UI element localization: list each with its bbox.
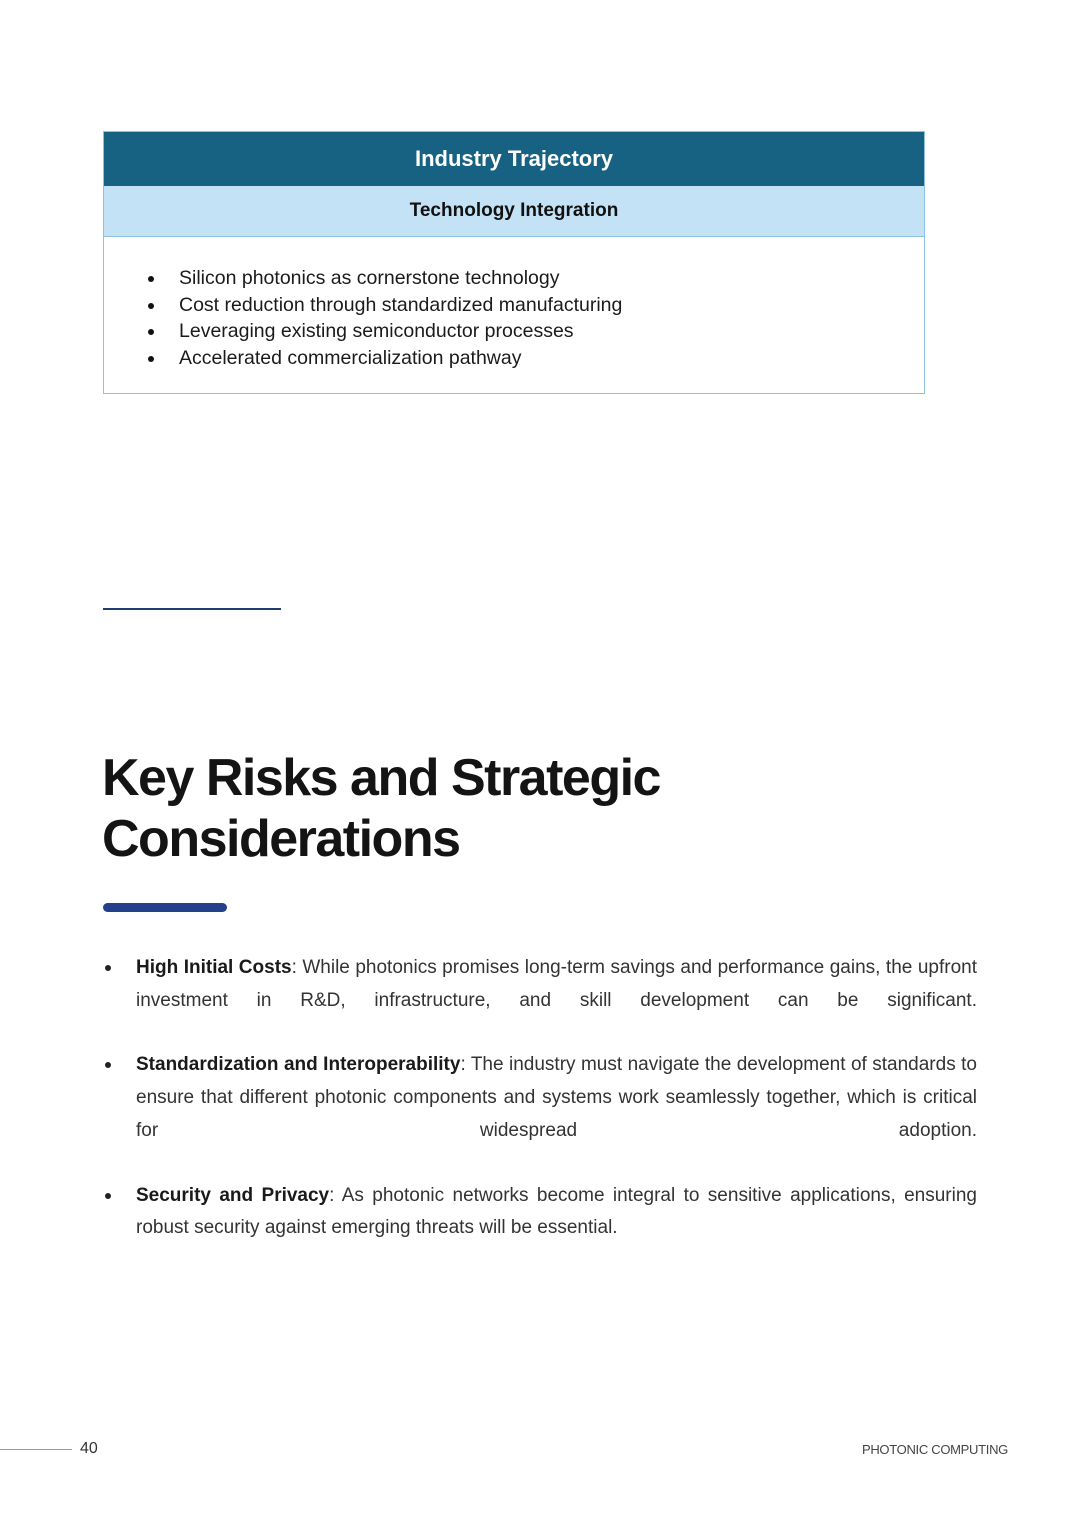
list-item: Cost reduction through standardized manufacturing xyxy=(179,292,924,319)
industry-trajectory-box xyxy=(103,131,925,394)
risk-term: Security and Privacy xyxy=(136,1184,330,1206)
list-item: Leveraging existing semiconductor processes xyxy=(179,318,924,345)
risk-description: : While photonics promises long-term savings and performance gains, the upfront investment in R&D, infrastructure, and skill development can be significant. xyxy=(136,957,977,1011)
risk-description: : The industry must navigate the development of standards to ensure that different photonic components and systems work seamlessly together, which is critical for widespread adoption. xyxy=(136,1054,977,1141)
risk-item-standardization xyxy=(136,1049,977,1147)
section-title-line-1: Key Risks and Strategic xyxy=(102,749,660,807)
title-underline xyxy=(103,903,227,912)
running-head: PHOTONIC COMPUTING xyxy=(861,1442,1008,1457)
section-title xyxy=(102,748,862,870)
section-divider xyxy=(103,608,281,610)
industry-box-subtitle: Technology Integration xyxy=(104,186,924,237)
page-number: 40 xyxy=(80,1440,98,1457)
risk-list xyxy=(136,952,977,1277)
list-item: Accelerated commercialization pathway xyxy=(179,345,924,372)
industry-box-title: Industry Trajectory xyxy=(104,132,924,186)
risk-term: High Initial Costs xyxy=(136,957,292,978)
risk-item-high-initial-costs xyxy=(136,952,977,1017)
industry-bullet-list xyxy=(104,237,924,372)
list-item: Silicon photonics as cornerstone technology xyxy=(179,265,924,292)
section-title-line-2: Considerations xyxy=(102,810,460,868)
risk-description: : As photonic networks become integral to sensitive applications, ensuring robust security against emerging threats will be essential. xyxy=(136,1184,977,1239)
footer-rule xyxy=(0,1449,72,1450)
risk-term: Standardization and Interoperability xyxy=(136,1054,461,1076)
risk-item-security-privacy xyxy=(136,1180,977,1245)
